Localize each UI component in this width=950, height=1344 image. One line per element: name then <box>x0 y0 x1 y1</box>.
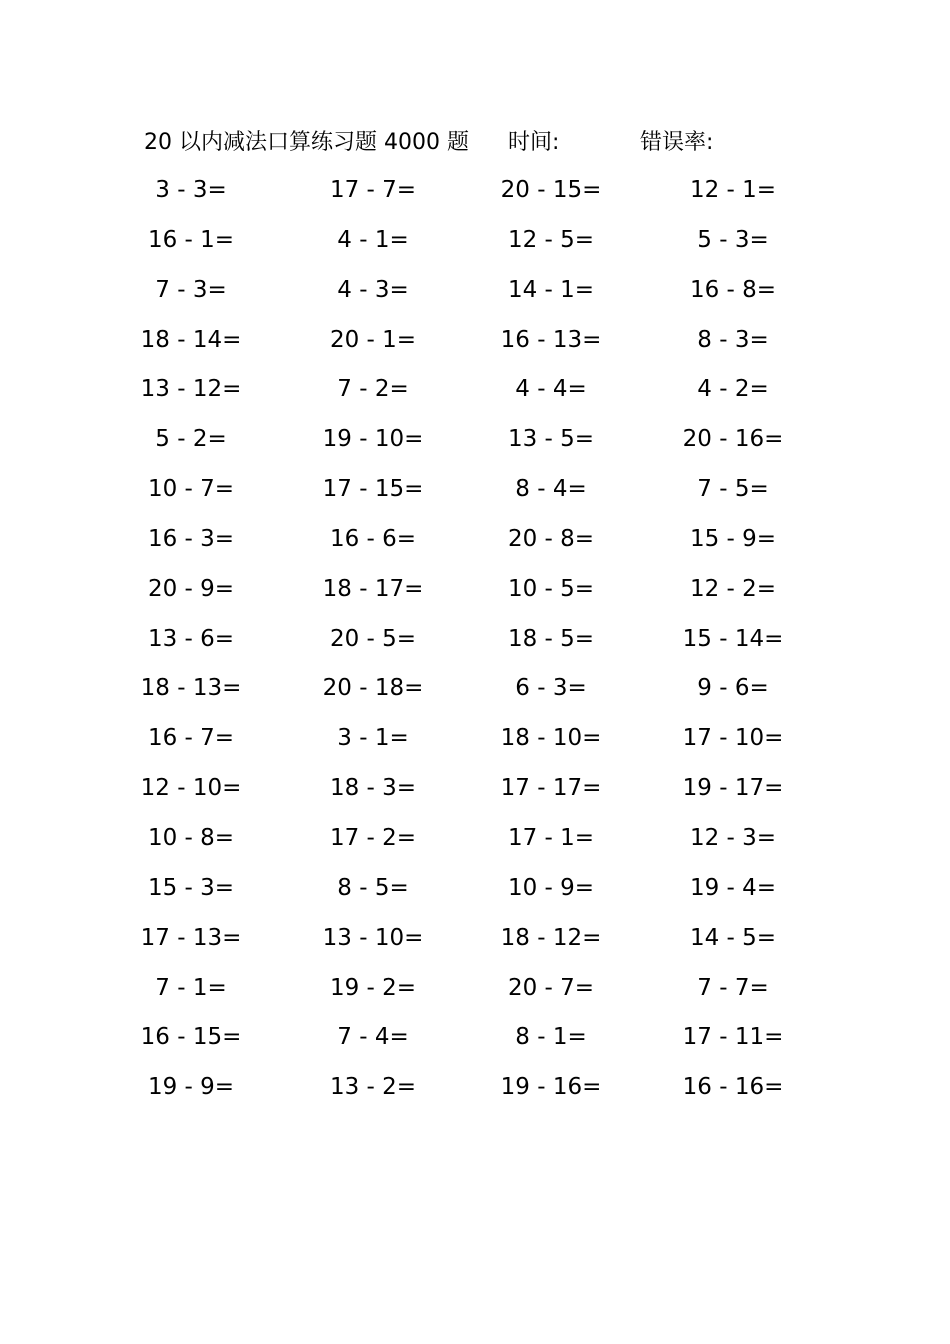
subtraction-problem: 12 - 1= <box>689 177 777 203</box>
subtraction-problem: 8 - 4= <box>515 476 587 503</box>
problem-grid <box>0 166 950 1113</box>
subtraction-problem: 18 - 3= <box>329 775 417 802</box>
problem-row <box>0 764 950 814</box>
subtraction-problem: 19 - 16= <box>500 1074 602 1101</box>
worksheet-header <box>144 126 844 160</box>
subtraction-problem: 3 - 1= <box>337 725 409 752</box>
problem-row <box>0 914 950 964</box>
subtraction-problem: 13 - 2= <box>329 1074 417 1101</box>
subtraction-problem: 16 - 3= <box>147 525 235 552</box>
subtraction-problem: 17 - 7= <box>329 177 417 203</box>
problem-row <box>0 415 950 465</box>
subtraction-problem: 20 - 9= <box>147 575 235 602</box>
problem-row <box>0 714 950 764</box>
problem-row <box>0 166 950 216</box>
subtraction-problem: 20 - 8= <box>507 525 595 552</box>
subtraction-problem: 18 - 13= <box>140 675 242 702</box>
subtraction-problem: 16 - 8= <box>689 276 777 303</box>
subtraction-problem: 4 - 3= <box>337 276 409 303</box>
subtraction-problem: 7 - 3= <box>155 276 227 303</box>
subtraction-problem: 18 - 10= <box>500 725 602 752</box>
problem-row <box>0 365 950 415</box>
problem-row <box>0 1013 950 1063</box>
subtraction-problem: 18 - 5= <box>507 625 595 652</box>
subtraction-problem: 19 - 10= <box>322 426 424 453</box>
subtraction-problem: 13 - 12= <box>140 376 242 403</box>
subtraction-problem: 20 - 1= <box>329 326 417 353</box>
subtraction-problem: 14 - 5= <box>689 924 777 951</box>
subtraction-problem: 18 - 17= <box>322 575 424 602</box>
subtraction-problem: 6 - 3= <box>515 675 587 702</box>
subtraction-problem: 20 - 5= <box>329 625 417 652</box>
subtraction-problem: 17 - 11= <box>682 1024 784 1051</box>
subtraction-problem: 7 - 4= <box>337 1024 409 1051</box>
subtraction-problem: 16 - 6= <box>329 525 417 552</box>
subtraction-problem: 17 - 2= <box>329 824 417 851</box>
subtraction-problem: 16 - 15= <box>140 1024 242 1051</box>
subtraction-problem: 16 - 13= <box>500 326 602 353</box>
problem-row <box>0 964 950 1014</box>
subtraction-problem: 5 - 3= <box>697 226 769 253</box>
subtraction-problem: 14 - 1= <box>507 276 595 303</box>
subtraction-problem: 19 - 9= <box>147 1074 235 1101</box>
subtraction-problem: 8 - 5= <box>337 874 409 901</box>
subtraction-problem: 16 - 16= <box>682 1074 784 1101</box>
problem-row <box>0 615 950 665</box>
subtraction-problem: 7 - 7= <box>697 974 769 1001</box>
problem-row <box>0 1063 950 1113</box>
subtraction-problem: 7 - 5= <box>697 476 769 503</box>
subtraction-problem: 17 - 13= <box>140 924 242 951</box>
subtraction-problem: 13 - 10= <box>322 924 424 951</box>
subtraction-problem: 17 - 10= <box>682 725 784 752</box>
subtraction-problem: 15 - 14= <box>682 625 784 652</box>
subtraction-problem: 4 - 1= <box>337 226 409 253</box>
subtraction-problem: 16 - 1= <box>147 226 235 253</box>
problem-row <box>0 864 950 914</box>
problem-row <box>0 316 950 366</box>
subtraction-problem: 4 - 4= <box>515 376 587 403</box>
time-label: 时间: <box>508 130 560 155</box>
subtraction-problem: 17 - 1= <box>507 824 595 851</box>
subtraction-problem: 3 - 3= <box>155 177 227 203</box>
subtraction-problem: 8 - 3= <box>697 326 769 353</box>
subtraction-problem: 18 - 14= <box>140 326 242 353</box>
subtraction-problem: 20 - 16= <box>682 426 784 453</box>
subtraction-problem: 7 - 2= <box>337 376 409 403</box>
worksheet-title: 20 以内减法口算练习题 4000 题 <box>144 130 469 155</box>
problem-row <box>0 515 950 565</box>
error-rate-label: 错误率: <box>640 130 714 155</box>
subtraction-problem: 5 - 2= <box>155 426 227 453</box>
subtraction-problem: 15 - 9= <box>689 525 777 552</box>
subtraction-problem: 12 - 10= <box>140 775 242 802</box>
problem-row <box>0 266 950 316</box>
subtraction-problem: 16 - 7= <box>147 725 235 752</box>
problem-row <box>0 814 950 864</box>
subtraction-problem: 13 - 5= <box>507 426 595 453</box>
subtraction-problem: 19 - 2= <box>329 974 417 1001</box>
subtraction-problem: 20 - 15= <box>500 177 602 203</box>
subtraction-problem: 18 - 12= <box>500 924 602 951</box>
subtraction-problem: 17 - 17= <box>500 775 602 802</box>
subtraction-problem: 10 - 7= <box>147 476 235 503</box>
subtraction-problem: 9 - 6= <box>697 675 769 702</box>
subtraction-problem: 7 - 1= <box>155 974 227 1001</box>
subtraction-problem: 10 - 8= <box>147 824 235 851</box>
subtraction-problem: 10 - 5= <box>507 575 595 602</box>
subtraction-problem: 13 - 6= <box>147 625 235 652</box>
subtraction-problem: 12 - 2= <box>689 575 777 602</box>
subtraction-problem: 10 - 9= <box>507 874 595 901</box>
subtraction-problem: 4 - 2= <box>697 376 769 403</box>
subtraction-problem: 19 - 4= <box>689 874 777 901</box>
subtraction-problem: 15 - 3= <box>147 874 235 901</box>
subtraction-problem: 20 - 7= <box>507 974 595 1001</box>
subtraction-problem: 19 - 17= <box>682 775 784 802</box>
problem-row <box>0 565 950 615</box>
subtraction-problem: 12 - 3= <box>689 824 777 851</box>
subtraction-problem: 8 - 1= <box>515 1024 587 1051</box>
problem-row <box>0 216 950 266</box>
subtraction-problem: 17 - 15= <box>322 476 424 503</box>
subtraction-problem: 12 - 5= <box>507 226 595 253</box>
problem-row <box>0 664 950 714</box>
problem-row <box>0 465 950 515</box>
subtraction-problem: 20 - 18= <box>322 675 424 702</box>
